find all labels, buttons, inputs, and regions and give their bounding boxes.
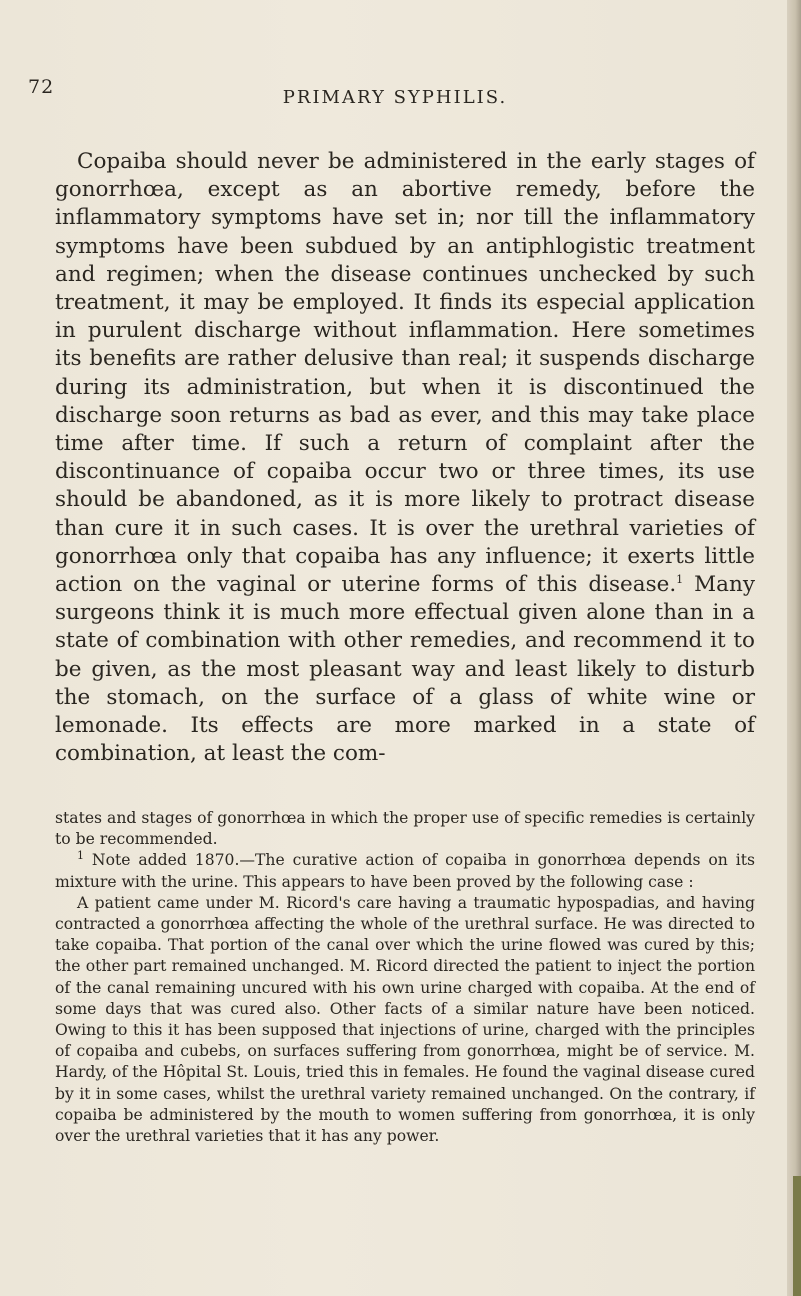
footnote-1 bbox=[55, 850, 755, 892]
footnote-marker: 1 bbox=[77, 849, 84, 863]
footnote-1-text: Note added 1870.—The curative action of copaiba in gonorrhœa depends on its mixture with the urine. This appears to have been proved by the following case : bbox=[55, 851, 755, 891]
footnote-continuation: states and stages of gonorrhœa in which the proper use of specific remedies is certainly to be recommended. bbox=[55, 809, 755, 849]
page-number: 72 bbox=[28, 76, 55, 98]
main-paragraph bbox=[55, 148, 755, 768]
main-paragraph-end: Many surgeons think it is much more effectual given alone than in a state of combination with other remedies, and recommend it to be given, as the most pleasant way and least likely to disturb the stomach, on the surface of a glass of white wine or lemonade. Its effects are more marked in a state of combination, at least the com- bbox=[55, 572, 755, 767]
footnotes bbox=[55, 808, 755, 1147]
footnote-reference: 1 bbox=[676, 572, 684, 586]
page-edge bbox=[787, 0, 801, 1296]
running-head: PRIMARY SYPHILIS. bbox=[282, 87, 508, 108]
footnote-case: A patient came under M. Ricord's care having a traumatic hypospadias, and having contracted a gonorrhœa affecting the whole of the urethral surface. He was directed to take copaiba. That portion of the canal over which the urine flowed was cured by this; the other part remained unchanged. M. Ricord directed the patient to inject the portion of the canal remaining uncured with his own urine charged with copaiba. At the end of some days that was cured also. Other facts of a similar nature have been noticed. Owing to this it has been supposed that injections of urine, charged with the principles of copaiba and cubebs, on surfaces suffering from gonorrhœa, might be of service. M. Hardy, of the Hôpital St. Louis, tried this in females. He found the vaginal disease cured by it in some cases, whilst the urethral variety remained unchanged. On the contrary, if copaiba be administered by the mouth to women suffering from gonorrhœa, it is only over the urethral varieties that it has any power. bbox=[55, 893, 755, 1146]
main-paragraph-start: Copaiba should never be administered in the early stages of gonorrhœa, except as an abortive remedy, before the inflammatory symptoms have set in; nor till the inflammatory symptoms have been subdued by an antiphlogistic treatment and regimen; when the disease continues unchecked by such treatment, it may be employed. It finds its especial application in purulent discharge without inflammation. Here sometimes its benefits are rather delusive than real; it suspends discharge during its administration, but when it is discontinued the discharge soon returns as bad as ever, and this may take place time after time. If such a return of complaint after the discontinuance of copaiba occur two or three times, its use should be abandoned, as it is more likely to protract disease than cure it in such cases. It is over the urethral varieties of gonorrhœa only that copaiba has any influence; it exerts little action on the vaginal or uterine forms of this disease. bbox=[55, 149, 755, 598]
